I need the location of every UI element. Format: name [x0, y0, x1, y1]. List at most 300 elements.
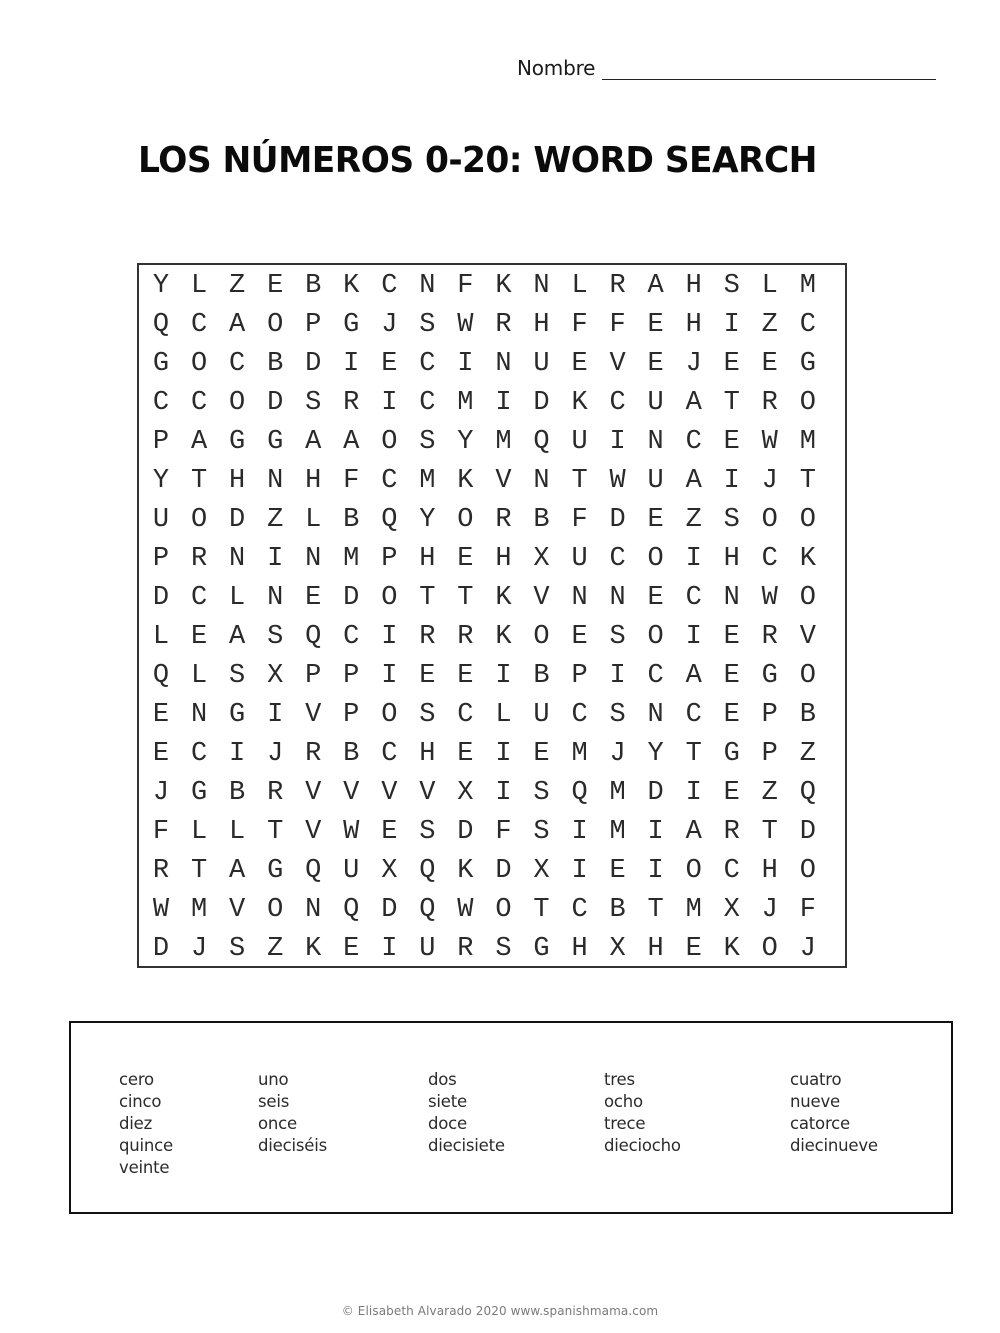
grid-cell[interactable]: I: [571, 817, 588, 847]
grid-cell[interactable]: O: [381, 427, 398, 457]
grid-cell[interactable]: M: [609, 817, 626, 847]
grid-cell[interactable]: A: [685, 661, 702, 691]
grid-cell[interactable]: H: [685, 310, 702, 340]
grid-cell[interactable]: A: [229, 856, 246, 886]
grid-cell[interactable]: C: [190, 388, 208, 418]
grid-cell[interactable]: T: [761, 817, 778, 847]
grid-cell[interactable]: D: [229, 505, 246, 535]
grid-cell[interactable]: E: [457, 739, 474, 769]
grid-cell[interactable]: Y: [152, 271, 170, 301]
grid-cell[interactable]: U: [571, 544, 588, 574]
grid-cell[interactable]: I: [495, 388, 512, 418]
grid-cell[interactable]: I: [381, 388, 398, 418]
grid-cell[interactable]: D: [533, 388, 550, 418]
grid-cell[interactable]: T: [571, 466, 588, 496]
grid-cell[interactable]: I: [229, 739, 246, 769]
grid-cell[interactable]: I: [381, 934, 398, 964]
grid-cell[interactable]: T: [533, 895, 550, 925]
grid-cell[interactable]: B: [533, 505, 550, 535]
grid-cell[interactable]: H: [533, 310, 550, 340]
grid-cell[interactable]: M: [190, 895, 208, 925]
grid-cell[interactable]: H: [685, 271, 702, 301]
grid-cell[interactable]: H: [495, 544, 512, 574]
grid-cell[interactable]: V: [305, 817, 322, 847]
grid-cell[interactable]: D: [305, 349, 322, 379]
grid-cell[interactable]: O: [190, 349, 208, 379]
grid-cell[interactable]: E: [685, 934, 702, 964]
grid-cell[interactable]: R: [723, 817, 740, 847]
grid-cell[interactable]: K: [723, 934, 740, 964]
grid-cell[interactable]: O: [267, 310, 284, 340]
grid-cell[interactable]: L: [229, 583, 246, 613]
grid-cell[interactable]: S: [419, 817, 436, 847]
grid-cell[interactable]: K: [799, 544, 816, 574]
grid-cell[interactable]: E: [609, 856, 626, 886]
grid-cell[interactable]: S: [267, 622, 284, 652]
grid-cell[interactable]: V: [229, 895, 246, 925]
grid-cell[interactable]: C: [343, 622, 360, 652]
grid-cell[interactable]: X: [533, 544, 550, 574]
grid-cell[interactable]: R: [305, 739, 322, 769]
grid-cell[interactable]: D: [152, 583, 170, 613]
grid-cell[interactable]: I: [495, 778, 512, 808]
grid-cell[interactable]: A: [685, 817, 702, 847]
grid-cell[interactable]: P: [343, 661, 360, 691]
grid-cell[interactable]: C: [381, 271, 398, 301]
grid-cell[interactable]: Y: [152, 466, 170, 496]
grid-cell[interactable]: B: [267, 349, 284, 379]
grid-cell[interactable]: B: [343, 739, 360, 769]
grid-cell[interactable]: C: [761, 544, 778, 574]
grid-cell[interactable]: A: [229, 622, 246, 652]
grid-cell[interactable]: S: [533, 817, 550, 847]
grid-cell[interactable]: B: [609, 895, 626, 925]
grid-cell[interactable]: G: [229, 700, 246, 730]
grid-cell[interactable]: S: [229, 661, 246, 691]
grid-cell[interactable]: N: [495, 349, 512, 379]
grid-cell[interactable]: U: [419, 934, 436, 964]
grid-cell[interactable]: Z: [761, 310, 778, 340]
grid-cell[interactable]: H: [419, 739, 436, 769]
grid-cell[interactable]: C: [685, 427, 702, 457]
grid-cell[interactable]: P: [571, 661, 588, 691]
grid-cell[interactable]: A: [343, 427, 360, 457]
grid-cell[interactable]: E: [457, 661, 474, 691]
grid-cell[interactable]: E: [457, 544, 474, 574]
grid-cell[interactable]: G: [533, 934, 550, 964]
grid-cell[interactable]: H: [229, 466, 246, 496]
grid-cell[interactable]: R: [190, 544, 208, 574]
grid-cell[interactable]: T: [723, 388, 740, 418]
grid-cell[interactable]: V: [343, 778, 360, 808]
grid-cell[interactable]: C: [571, 700, 588, 730]
grid-cell[interactable]: C: [229, 349, 246, 379]
grid-cell[interactable]: K: [305, 934, 322, 964]
grid-cell[interactable]: E: [723, 349, 740, 379]
grid-cell[interactable]: E: [152, 700, 170, 730]
grid-cell[interactable]: E: [571, 349, 588, 379]
grid-cell[interactable]: N: [229, 544, 246, 574]
grid-cell[interactable]: R: [457, 622, 474, 652]
grid-cell[interactable]: Q: [533, 427, 550, 457]
grid-cell[interactable]: I: [381, 661, 398, 691]
grid-cell[interactable]: L: [190, 661, 208, 691]
grid-cell[interactable]: Z: [267, 505, 284, 535]
grid-cell[interactable]: E: [647, 505, 664, 535]
grid-cell[interactable]: K: [457, 466, 474, 496]
grid-cell[interactable]: I: [571, 856, 588, 886]
grid-cell[interactable]: P: [761, 700, 778, 730]
grid-cell[interactable]: X: [723, 895, 740, 925]
grid-cell[interactable]: M: [343, 544, 360, 574]
grid-cell[interactable]: I: [647, 817, 664, 847]
grid-cell[interactable]: E: [723, 700, 740, 730]
grid-cell[interactable]: R: [495, 505, 512, 535]
grid-cell[interactable]: N: [190, 700, 208, 730]
grid-cell[interactable]: J: [381, 310, 398, 340]
grid-cell[interactable]: U: [571, 427, 588, 457]
grid-cell[interactable]: S: [609, 622, 626, 652]
grid-cell[interactable]: P: [381, 544, 398, 574]
grid-cell[interactable]: B: [533, 661, 550, 691]
grid-cell[interactable]: W: [609, 466, 626, 496]
grid-cell[interactable]: H: [419, 544, 436, 574]
grid-cell[interactable]: E: [381, 817, 398, 847]
grid-cell[interactable]: E: [152, 739, 170, 769]
grid-cell[interactable]: S: [419, 700, 436, 730]
grid-cell[interactable]: Y: [647, 739, 664, 769]
grid-cell[interactable]: S: [495, 934, 512, 964]
grid-cell[interactable]: L: [571, 271, 588, 301]
grid-cell[interactable]: O: [647, 544, 664, 574]
grid-cell[interactable]: U: [647, 466, 664, 496]
grid-cell[interactable]: O: [799, 583, 816, 613]
grid-cell[interactable]: U: [343, 856, 360, 886]
grid-cell[interactable]: O: [381, 700, 398, 730]
grid-cell[interactable]: O: [381, 583, 398, 613]
grid-cell[interactable]: Q: [152, 661, 170, 691]
grid-cell[interactable]: D: [495, 856, 512, 886]
grid-cell[interactable]: W: [152, 895, 170, 925]
grid-cell[interactable]: E: [305, 583, 322, 613]
grid-cell[interactable]: V: [419, 778, 436, 808]
grid-cell[interactable]: A: [229, 310, 246, 340]
grid-cell[interactable]: P: [152, 544, 170, 574]
grid-cell[interactable]: E: [761, 349, 778, 379]
grid-cell[interactable]: V: [609, 349, 626, 379]
grid-cell[interactable]: I: [381, 622, 398, 652]
grid-cell[interactable]: G: [343, 310, 360, 340]
grid-cell[interactable]: B: [343, 505, 360, 535]
grid-cell[interactable]: U: [152, 505, 170, 535]
grid-cell[interactable]: C: [799, 310, 816, 340]
grid-cell[interactable]: S: [419, 427, 436, 457]
grid-cell[interactable]: L: [761, 271, 778, 301]
grid-cell[interactable]: P: [343, 700, 360, 730]
grid-cell[interactable]: A: [685, 466, 702, 496]
grid-cell[interactable]: N: [533, 271, 550, 301]
grid-cell[interactable]: T: [685, 739, 702, 769]
grid-cell[interactable]: E: [723, 427, 740, 457]
grid-cell[interactable]: S: [609, 700, 626, 730]
grid-cell[interactable]: R: [761, 388, 778, 418]
grid-cell[interactable]: G: [229, 427, 246, 457]
grid-cell[interactable]: X: [381, 856, 398, 886]
grid-cell[interactable]: N: [305, 895, 322, 925]
grid-cell[interactable]: C: [647, 661, 664, 691]
grid-cell[interactable]: N: [609, 583, 626, 613]
grid-cell[interactable]: O: [229, 388, 246, 418]
grid-cell[interactable]: V: [799, 622, 816, 652]
grid-cell[interactable]: C: [685, 583, 702, 613]
grid-cell[interactable]: P: [305, 310, 322, 340]
grid-cell[interactable]: R: [343, 388, 360, 418]
grid-cell[interactable]: L: [152, 622, 170, 652]
grid-cell[interactable]: F: [343, 466, 360, 496]
grid-cell[interactable]: J: [267, 739, 284, 769]
grid-cell[interactable]: W: [761, 427, 778, 457]
grid-cell[interactable]: A: [305, 427, 322, 457]
grid-cell[interactable]: F: [799, 895, 816, 925]
grid-cell[interactable]: M: [799, 271, 816, 301]
grid-cell[interactable]: C: [419, 349, 436, 379]
grid-cell[interactable]: R: [267, 778, 284, 808]
grid-cell[interactable]: Q: [799, 778, 816, 808]
grid-cell[interactable]: R: [609, 271, 626, 301]
grid-cell[interactable]: D: [457, 817, 474, 847]
grid-cell[interactable]: E: [647, 310, 664, 340]
grid-cell[interactable]: C: [381, 739, 398, 769]
grid-cell[interactable]: N: [647, 427, 664, 457]
grid-cell[interactable]: D: [647, 778, 664, 808]
grid-cell[interactable]: F: [609, 310, 626, 340]
grid-cell[interactable]: E: [723, 622, 740, 652]
grid-cell[interactable]: O: [267, 895, 284, 925]
grid-cell[interactable]: H: [305, 466, 322, 496]
grid-cell[interactable]: S: [723, 271, 740, 301]
grid-cell[interactable]: O: [799, 856, 816, 886]
grid-cell[interactable]: C: [419, 388, 436, 418]
grid-cell[interactable]: S: [305, 388, 322, 418]
grid-cell[interactable]: B: [305, 271, 322, 301]
grid-cell[interactable]: E: [723, 778, 740, 808]
grid-cell[interactable]: C: [609, 544, 626, 574]
grid-cell[interactable]: P: [305, 661, 322, 691]
grid-cell[interactable]: M: [799, 427, 816, 457]
grid-cell[interactable]: H: [723, 544, 740, 574]
grid-cell[interactable]: O: [761, 934, 778, 964]
grid-cell[interactable]: G: [152, 349, 170, 379]
grid-cell[interactable]: E: [647, 583, 664, 613]
grid-cell[interactable]: Z: [229, 271, 246, 301]
grid-cell[interactable]: T: [457, 583, 474, 613]
grid-cell[interactable]: M: [495, 427, 512, 457]
grid-cell[interactable]: S: [419, 310, 436, 340]
grid-cell[interactable]: O: [647, 622, 664, 652]
grid-cell[interactable]: C: [609, 388, 626, 418]
grid-cell[interactable]: V: [305, 700, 322, 730]
grid-cell[interactable]: N: [419, 271, 436, 301]
grid-cell[interactable]: Y: [457, 427, 474, 457]
grid-cell[interactable]: F: [495, 817, 512, 847]
grid-cell[interactable]: R: [457, 934, 474, 964]
grid-cell[interactable]: R: [495, 310, 512, 340]
grid-cell[interactable]: I: [267, 700, 284, 730]
grid-cell[interactable]: I: [267, 544, 284, 574]
grid-cell[interactable]: I: [647, 856, 664, 886]
grid-cell[interactable]: T: [647, 895, 664, 925]
grid-cell[interactable]: D: [609, 505, 626, 535]
grid-cell[interactable]: Z: [267, 934, 284, 964]
grid-cell[interactable]: I: [609, 661, 626, 691]
grid-cell[interactable]: L: [190, 271, 208, 301]
grid-cell[interactable]: I: [495, 739, 512, 769]
grid-cell[interactable]: K: [571, 388, 588, 418]
grid-cell[interactable]: B: [229, 778, 246, 808]
grid-cell[interactable]: G: [190, 778, 208, 808]
grid-cell[interactable]: N: [305, 544, 322, 574]
grid-cell[interactable]: K: [495, 583, 512, 613]
grid-cell[interactable]: T: [190, 856, 208, 886]
grid-cell[interactable]: K: [495, 271, 512, 301]
grid-cell[interactable]: Q: [305, 856, 322, 886]
grid-cell[interactable]: Q: [419, 856, 436, 886]
grid-cell[interactable]: F: [571, 310, 588, 340]
grid-cell[interactable]: V: [305, 778, 322, 808]
grid-cell[interactable]: E: [571, 622, 588, 652]
grid-cell[interactable]: G: [267, 427, 284, 457]
grid-cell[interactable]: F: [571, 505, 588, 535]
grid-cell[interactable]: I: [609, 427, 626, 457]
grid-cell[interactable]: L: [229, 817, 246, 847]
grid-cell[interactable]: Q: [305, 622, 322, 652]
grid-cell[interactable]: O: [761, 505, 778, 535]
grid-cell[interactable]: X: [457, 778, 474, 808]
grid-cell[interactable]: C: [685, 700, 702, 730]
grid-cell[interactable]: C: [190, 583, 208, 613]
grid-cell[interactable]: V: [381, 778, 398, 808]
grid-cell[interactable]: C: [571, 895, 588, 925]
grid-cell[interactable]: R: [152, 856, 170, 886]
grid-cell[interactable]: C: [190, 310, 208, 340]
grid-cell[interactable]: H: [571, 934, 588, 964]
grid-cell[interactable]: H: [761, 856, 778, 886]
grid-cell[interactable]: N: [267, 466, 284, 496]
grid-cell[interactable]: T: [419, 583, 436, 613]
grid-cell[interactable]: J: [190, 934, 208, 964]
grid-cell[interactable]: O: [457, 505, 474, 535]
grid-cell[interactable]: K: [495, 622, 512, 652]
grid-cell[interactable]: D: [381, 895, 398, 925]
grid-cell[interactable]: Q: [343, 895, 360, 925]
grid-cell[interactable]: W: [761, 583, 778, 613]
grid-cell[interactable]: E: [381, 349, 398, 379]
grid-cell[interactable]: O: [685, 856, 702, 886]
grid-cell[interactable]: L: [495, 700, 512, 730]
grid-cell[interactable]: D: [799, 817, 816, 847]
grid-cell[interactable]: K: [457, 856, 474, 886]
grid-cell[interactable]: I: [723, 310, 740, 340]
grid-cell[interactable]: W: [457, 310, 474, 340]
grid-cell[interactable]: F: [152, 817, 170, 847]
grid-cell[interactable]: T: [267, 817, 284, 847]
grid-cell[interactable]: Z: [685, 505, 702, 535]
grid-cell[interactable]: Z: [761, 778, 778, 808]
grid-cell[interactable]: X: [533, 856, 550, 886]
grid-cell[interactable]: F: [457, 271, 474, 301]
grid-cell[interactable]: I: [685, 544, 702, 574]
grid-cell[interactable]: I: [495, 661, 512, 691]
grid-cell[interactable]: M: [457, 388, 474, 418]
grid-cell[interactable]: O: [799, 388, 816, 418]
grid-cell[interactable]: T: [799, 466, 816, 496]
grid-cell[interactable]: G: [723, 739, 740, 769]
grid-cell[interactable]: X: [609, 934, 626, 964]
grid-cell[interactable]: D: [343, 583, 360, 613]
grid-cell[interactable]: Q: [381, 505, 398, 535]
grid-cell[interactable]: K: [343, 271, 360, 301]
grid-cell[interactable]: A: [647, 271, 664, 301]
grid-cell[interactable]: N: [571, 583, 588, 613]
grid-cell[interactable]: I: [723, 466, 740, 496]
grid-cell[interactable]: O: [190, 505, 208, 535]
grid-cell[interactable]: R: [761, 622, 778, 652]
grid-cell[interactable]: C: [381, 466, 398, 496]
grid-cell[interactable]: C: [723, 856, 740, 886]
grid-cell[interactable]: W: [457, 895, 474, 925]
grid-cell[interactable]: Q: [419, 895, 436, 925]
grid-cell[interactable]: Q: [571, 778, 588, 808]
grid-cell[interactable]: W: [343, 817, 360, 847]
grid-cell[interactable]: S: [229, 934, 246, 964]
grid-cell[interactable]: O: [533, 622, 550, 652]
grid-cell[interactable]: C: [190, 739, 208, 769]
grid-cell[interactable]: E: [267, 271, 284, 301]
grid-cell[interactable]: J: [761, 895, 778, 925]
grid-cell[interactable]: L: [190, 817, 208, 847]
grid-cell[interactable]: B: [799, 700, 816, 730]
grid-cell[interactable]: A: [190, 427, 208, 457]
grid-cell[interactable]: T: [190, 466, 208, 496]
grid-cell[interactable]: D: [152, 934, 170, 964]
grid-cell[interactable]: O: [495, 895, 512, 925]
grid-cell[interactable]: G: [799, 349, 816, 379]
grid-cell[interactable]: I: [685, 778, 702, 808]
grid-cell[interactable]: C: [457, 700, 474, 730]
grid-cell[interactable]: E: [190, 622, 208, 652]
grid-cell[interactable]: U: [647, 388, 664, 418]
grid-cell[interactable]: M: [419, 466, 436, 496]
grid-cell[interactable]: X: [267, 661, 284, 691]
grid-cell[interactable]: E: [343, 934, 360, 964]
grid-cell[interactable]: E: [723, 661, 740, 691]
grid-cell[interactable]: E: [419, 661, 436, 691]
grid-cell[interactable]: N: [533, 466, 550, 496]
grid-cell[interactable]: N: [647, 700, 664, 730]
grid-cell[interactable]: A: [685, 388, 702, 418]
grid-cell[interactable]: H: [647, 934, 664, 964]
grid-cell[interactable]: N: [723, 583, 740, 613]
grid-cell[interactable]: M: [571, 739, 588, 769]
grid-cell[interactable]: V: [495, 466, 512, 496]
grid-cell[interactable]: L: [305, 505, 322, 535]
grid-cell[interactable]: M: [609, 778, 626, 808]
grid-cell[interactable]: D: [267, 388, 284, 418]
grid-cell[interactable]: P: [761, 739, 778, 769]
grid-cell[interactable]: J: [152, 778, 170, 808]
grid-cell[interactable]: E: [647, 349, 664, 379]
grid-cell[interactable]: G: [267, 856, 284, 886]
